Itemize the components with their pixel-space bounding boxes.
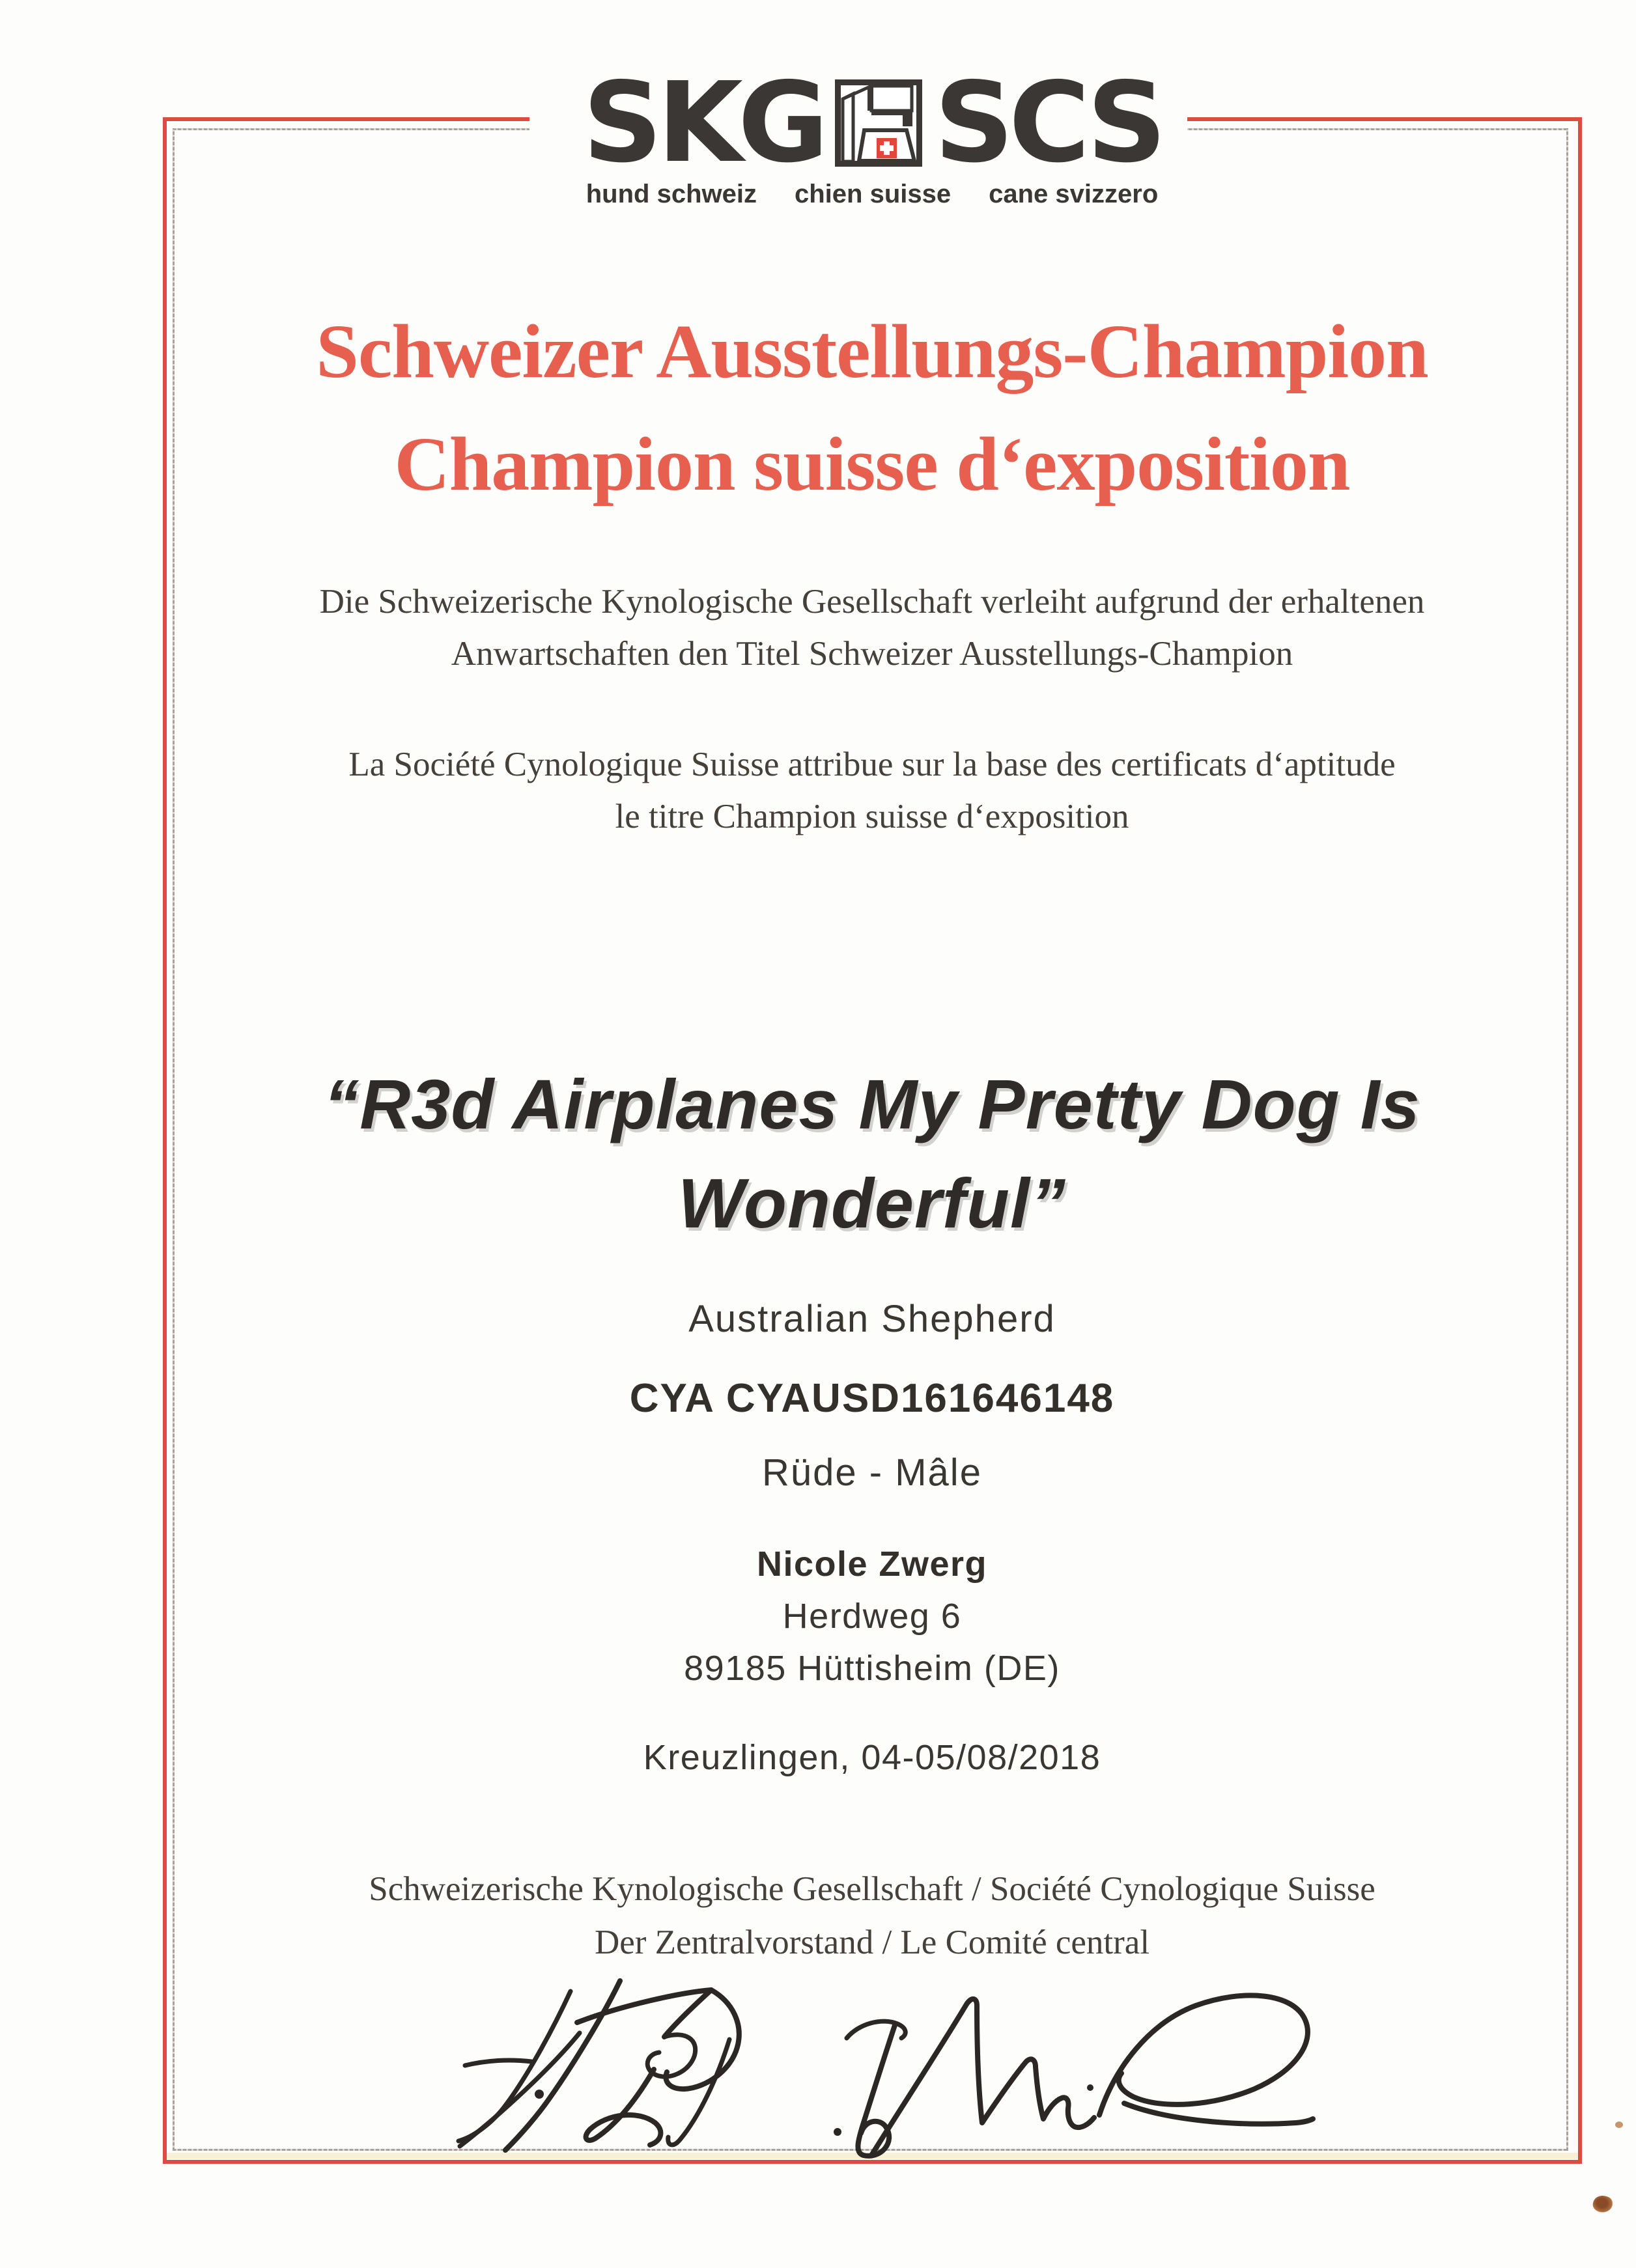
logo-tagline-de: hund schweiz [585,180,757,208]
logo-tagline [108,180,1636,209]
logo-text-scs: SCS [934,59,1162,188]
frame-red-right [1578,117,1582,2164]
issue-place-date: Kreuzlingen, 04-05/08/2018 [643,1738,1101,1777]
owner-name: Nicole Zwerg [756,1545,988,1584]
dog-breed: Australian Shepherd [688,1298,1056,1340]
footer-organisation: Schweizerische Kynologische Gesellschaft / Société Cynologique Suisse [369,1870,1375,1908]
owner-city: 89185 Hüttisheim (DE) [684,1649,1060,1688]
intro-fr-line2: le titre Champion suisse d‘exposition [615,798,1129,835]
intro-paragraph-german [108,576,1636,680]
dog-sex: Rüde - Mâle [762,1451,982,1494]
signature-right [834,1995,1313,2155]
signature-left [458,1981,739,2150]
dog-name-line2: Wonderful” [678,1164,1066,1242]
intro-de-line2: Anwartschaften den Titel Schweizer Ausstellungs-Champion [451,635,1293,673]
title-french: Champion suisse d‘exposition [394,421,1350,507]
paper-stain [1591,2194,1614,2215]
owner-street: Herdweg 6 [782,1597,962,1636]
footer-board: Der Zentralvorstand / Le Comité central [594,1924,1150,1961]
dog-registration-number: CYA CYAUSD161646148 [629,1376,1115,1421]
intro-fr-line1: La Société Cynologique Suisse attribue sur la base des certificats d‘aptitude [348,746,1396,783]
intro-paragraph-french [108,738,1636,843]
footer-organisation-block [108,1862,1636,1969]
skg-scs-logo [108,59,1636,188]
logo-tagline-it: cane svizzero [989,180,1159,208]
frame-red-left [163,117,167,2164]
title-german: Schweizer Ausstellungs-Champion [316,309,1428,394]
skg-dog-emblem-icon [835,79,922,167]
owner-address-block [108,1538,1636,1694]
intro-de-line1: Die Schweizerische Kynologische Gesellschaft verleiht aufgrund der erhaltenen [319,583,1425,621]
logo-text-skg: SKG [582,59,824,188]
dog-name-line1: “R3d Airplanes My Pretty Dog Is [324,1065,1420,1143]
paper-speck [1615,2121,1623,2128]
signatures [423,1960,1348,2175]
logo-tagline-fr: chien suisse [794,180,952,208]
